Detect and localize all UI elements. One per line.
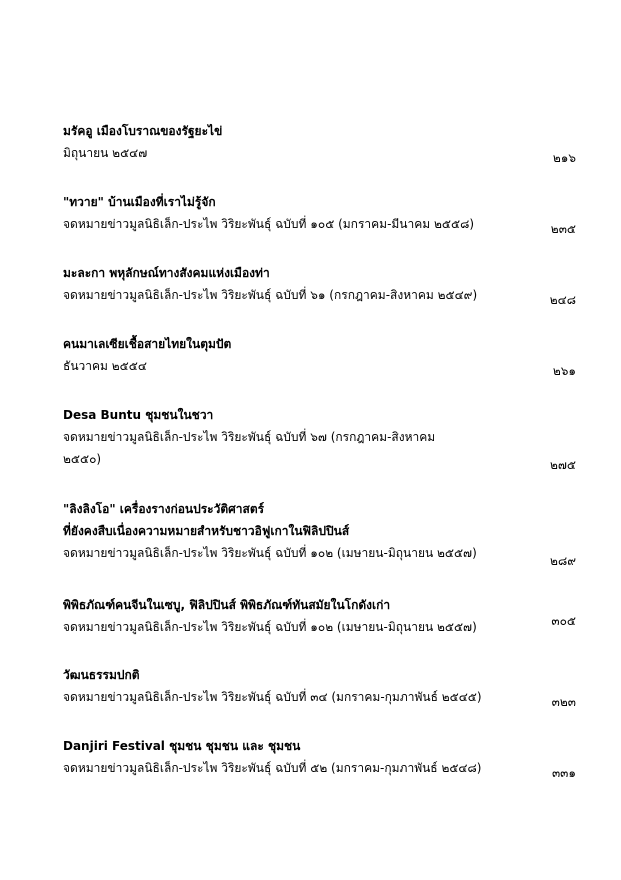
entry-source: จดหมายข่าวมูลนิธิเล็ก-ประไพ วิริยะพันธุ์ ฉบับที่ ๑๐๒ (เมษายน-มิถุนายน ๒๕๕๗) xyxy=(63,620,477,634)
toc-entry xyxy=(63,262,563,306)
toc-entry xyxy=(63,404,563,470)
entry-title: มรัคอู เมืองโบราณของรัฐยะไข่ xyxy=(63,124,223,138)
entry-source: จดหมายข่าวมูลนิธิเล็ก-ประไพ วิริยะพันธุ์ ฉบับที่ ๖๑ (กรกฎาคม-สิงหาคม ๒๕๔๙) xyxy=(63,288,478,302)
entry-page-number: ๒๗๕ xyxy=(549,458,576,472)
entry-source: จดหมายข่าวมูลนิธิเล็ก-ประไพ วิริยะพันธุ์ ฉบับที่ ๕๒ (มกราคม-กุมภาพันธ์ ๒๕๔๘) xyxy=(63,761,482,775)
toc-entry xyxy=(63,120,563,164)
entry-page-number: ๓๓๑ xyxy=(551,766,576,780)
entry-title: Desa Buntu ชุมชนในชวา xyxy=(63,408,214,422)
entry-title: มะละกา พหุลักษณ์ทางสังคมแห่งเมืองท่า xyxy=(63,266,270,280)
entry-source: ธันวาคม ๒๕๕๔ xyxy=(63,359,147,373)
entry-page-number: ๒๓๕ xyxy=(550,222,576,236)
entry-source: จดหมายข่าวมูลนิธิเล็ก-ประไพ วิริยะพันธุ์ ฉบับที่ ๓๔ (มกราคม-กุมภาพันธ์ ๒๕๔๕) xyxy=(63,690,482,704)
entry-page-number: ๒๖๑ xyxy=(552,364,576,378)
toc-entry xyxy=(63,333,563,377)
entry-page-number: ๒๑๖ xyxy=(552,151,576,165)
entry-title-continued: ที่ยังคงสืบเนื่องความหมายสำหรับชาวอิฟูเกาในฟิลิปปินส์ xyxy=(63,524,350,538)
entry-source: มิถุนายน ๒๕๔๗ xyxy=(63,146,148,160)
entry-title: วัฒนธรรมปกติ xyxy=(63,668,140,682)
entry-title: คนมาเลเซียเชื้อสายไทยในตุมปัต xyxy=(63,337,232,351)
toc-entry xyxy=(63,498,563,564)
entry-title: "ลิงลิงโอ" เครื่องรางก่อนประวัติศาสตร์ xyxy=(63,502,265,516)
toc-entry xyxy=(63,594,563,638)
entry-source-continued: ๒๕๕๐) xyxy=(63,452,102,466)
toc-entry xyxy=(63,191,563,235)
toc-entry xyxy=(63,735,563,779)
entry-page-number: ๒๔๘ xyxy=(549,293,576,307)
entry-source: จดหมายข่าวมูลนิธิเล็ก-ประไพ วิริยะพันธุ์ ฉบับที่ ๖๗ (กรกฎาคม-สิงหาคม xyxy=(63,430,436,444)
entry-source: จดหมายข่าวมูลนิธิเล็ก-ประไพ วิริยะพันธุ์ ฉบับที่ ๑๐๒ (เมษายน-มิถุนายน ๒๕๕๗) xyxy=(63,546,477,560)
entry-title: พิพิธภัณฑ์คนจีนในเซบู, ฟิลิปปินส์ พิพิธภัณฑ์ทันสมัยในโกดังเก่า xyxy=(63,598,391,612)
entry-page-number: ๓๐๕ xyxy=(551,614,576,628)
entry-title: Danjiri Festival ชุมชน ชุมชน และ ชุมชน xyxy=(63,739,301,753)
entry-title: "ทวาย" บ้านเมืองที่เราไม่รู้จัก xyxy=(63,195,216,209)
entry-source: จดหมายข่าวมูลนิธิเล็ก-ประไพ วิริยะพันธุ์ ฉบับที่ ๑๐๕ (มกราคม-มีนาคม ๒๕๕๘) xyxy=(63,217,475,231)
toc-entry xyxy=(63,664,563,708)
entry-page-number: ๓๒๓ xyxy=(551,695,576,709)
entry-page-number: ๒๘๙ xyxy=(550,554,576,568)
